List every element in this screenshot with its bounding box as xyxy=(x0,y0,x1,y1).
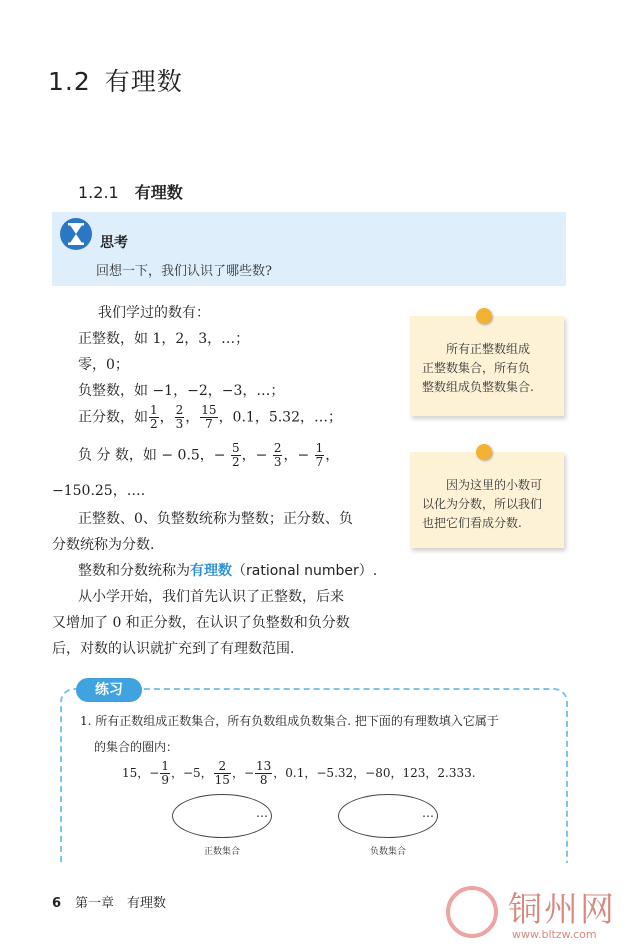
page-number: 6 xyxy=(52,896,62,911)
exercise-tab: 练习 xyxy=(76,678,142,702)
exercise-numbers: 15，− $\frac{1}{9}$ ，−5， $\frac{2}{15}$ ，− $\frac{13}{8}$ ，0.1，−5.32，−80，123，2.333. xyxy=(122,759,476,787)
pos-frac-prefix: 正分数，如 xyxy=(78,409,148,426)
body-positive-fractions: 正分数，如 $\frac{1}{2}$ ， $\frac{2}{3}$ ， $\frac{15}{7}$ ，0.1，5.32，…； xyxy=(78,403,342,431)
side-note: 因为这里的小数可 以化为分数，所以我们 也把它们看成分数. xyxy=(410,452,564,548)
exercise-q1-line2: 的集合的圈内： xyxy=(94,740,179,754)
chapter-name: 第一章 有理数 xyxy=(75,896,167,911)
body-negative-fractions: 负 分 数，如 − 0.5，− $\frac{5}{2}$ ，− $\frac{2}{3}$ ，− $\frac{1}{7}$ ， xyxy=(78,441,340,469)
side-note: 所有正整数组成 正整数集合，所有负 整数组成负整数集合. xyxy=(410,316,564,416)
rational-number-term: 有理数 xyxy=(190,563,232,579)
pos-frac-suffix: ，0.1，5.32，…； xyxy=(218,409,342,426)
body-para3-line3: 后，对数的认识就扩充到了有理数范围. xyxy=(52,641,295,657)
positive-set-label: 正数集合 xyxy=(204,847,241,857)
pin-icon xyxy=(476,444,492,460)
fraction: $\frac{1}{9}$ xyxy=(161,759,169,787)
body-para1-line2: 分数统称为分数. xyxy=(52,537,155,553)
pin-icon xyxy=(476,308,492,324)
body-positive-integers: 正整数，如 1，2，3，…； xyxy=(78,331,250,347)
neg-frac-prefix: 负 分 数，如 − 0.5， xyxy=(78,447,214,464)
watermark-text: 铜州网 xyxy=(508,890,616,930)
exercise-q1-line1: 1. 所有正数组成正数集合，所有负数组成负数集合. 把下面的有理数填入它属于 xyxy=(80,714,499,728)
think-question: 回想一下，我们认识了哪些数? xyxy=(96,264,272,279)
fraction: $\frac{5}{2}$ xyxy=(231,441,240,469)
body-zero: 零，0； xyxy=(78,357,129,373)
subsection-title-text: 有理数 xyxy=(134,183,183,202)
subsection-title xyxy=(78,180,183,203)
subsection-number: 1.2.1 xyxy=(78,183,119,202)
body-intro: 我们学过的数有： xyxy=(98,305,210,321)
fraction: $\frac{1}{7}$ xyxy=(315,441,324,469)
fraction: $\frac{2}{3}$ xyxy=(273,441,282,469)
body-para2: 整数和分数统称为有理数（rational number）. xyxy=(78,563,378,579)
fraction: $\frac{13}{8}$ xyxy=(256,759,272,787)
body-negative-fraction-tail: −150.25，…. xyxy=(52,483,146,499)
body-para3-line1: 从小学开始，我们首先认识了正整数，后来 xyxy=(78,589,344,605)
section-title xyxy=(48,62,183,98)
section-number: 1.2 xyxy=(48,67,91,96)
positive-set-ellipsis: … xyxy=(256,806,268,820)
body-para1-line1: 正整数、0、负整数统称为整数；正分数、负 xyxy=(78,511,353,527)
fraction: $\frac{15}{7}$ xyxy=(201,403,217,431)
hourglass-icon xyxy=(60,218,92,250)
think-label: 思考 xyxy=(100,235,128,251)
body-para3-line2: 又增加了 0 和正分数，在认识了负整数和负分数 xyxy=(52,615,350,631)
fraction: $\frac{1}{2}$ xyxy=(150,403,158,431)
section-title-text: 有理数 xyxy=(104,67,183,96)
page-footer xyxy=(52,892,166,911)
watermark-logo-icon xyxy=(446,886,498,938)
watermark-url: www.bltzw.com xyxy=(512,928,597,941)
negative-set-ellipsis: … xyxy=(422,806,434,820)
fraction: $\frac{2}{3}$ xyxy=(175,403,184,431)
body-negative-integers: 负整数，如 −1，−2，−3，…； xyxy=(78,383,285,399)
fraction: $\frac{2}{15}$ xyxy=(214,759,230,787)
negative-set-label: 负数集合 xyxy=(370,847,407,857)
